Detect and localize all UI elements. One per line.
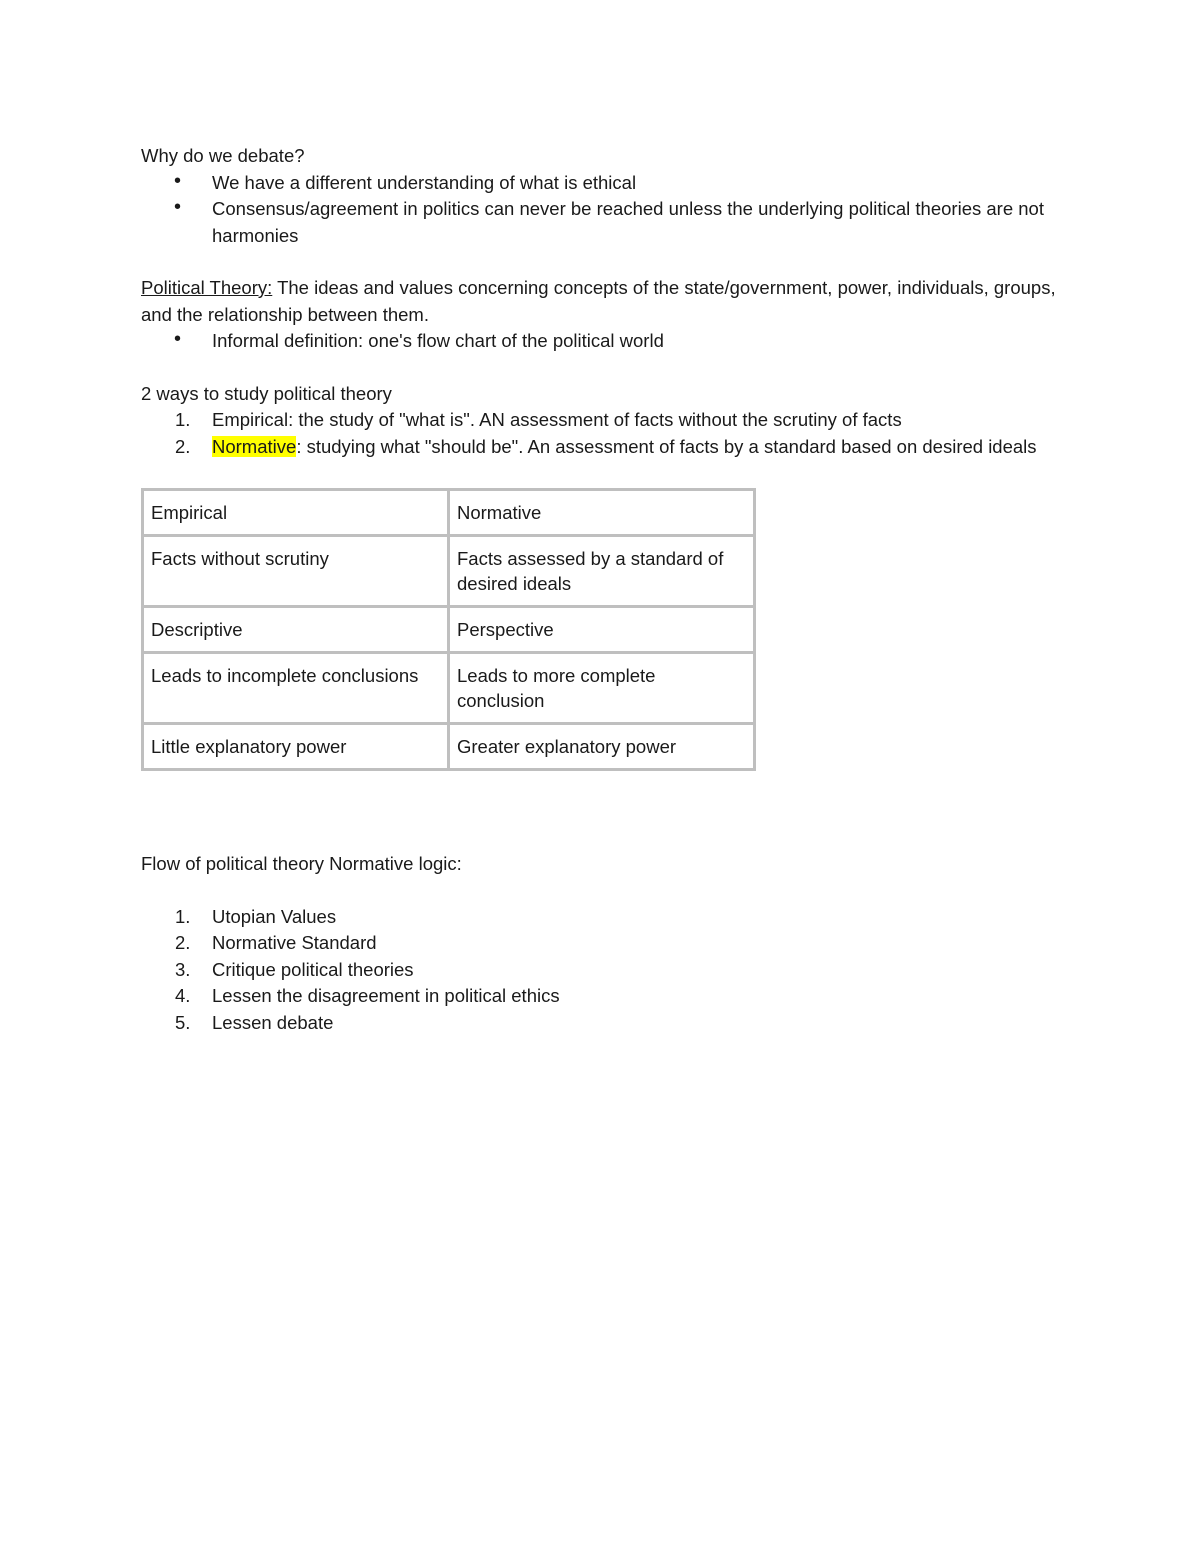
definition-list bbox=[141, 328, 1061, 355]
spacer bbox=[141, 355, 1061, 381]
list-item-text: We have a different understanding of what is ethical bbox=[212, 171, 637, 193]
definition-text: The ideas and values concerning concepts of the state/government, power, individuals, groups, and the relationship between them. bbox=[141, 277, 1056, 325]
spacer bbox=[141, 771, 1061, 851]
list-item bbox=[141, 434, 1061, 461]
list-item-text: : studying what "should be". An assessment of facts by a standard based on desired ideals bbox=[296, 435, 1037, 457]
table-cell: Facts without scrutiny bbox=[143, 536, 449, 607]
list-item-text: Consensus/agreement in politics can never be reached unless the underlying political theories are not harmonies bbox=[212, 198, 1044, 246]
table-cell: Empirical bbox=[143, 490, 449, 536]
list-number: 3. bbox=[175, 958, 191, 980]
political-theory-definition bbox=[141, 275, 1061, 328]
list-item bbox=[141, 983, 1061, 1010]
bullet-icon: • bbox=[174, 328, 182, 350]
table-row bbox=[143, 653, 755, 724]
table-row bbox=[143, 490, 755, 536]
list-item-text: Critique political theories bbox=[212, 958, 414, 980]
list-item bbox=[141, 957, 1061, 984]
heading-flow-normative-logic: Flow of political theory Normative logic: bbox=[141, 853, 462, 874]
list-item bbox=[141, 196, 1061, 249]
list-item bbox=[141, 328, 1061, 355]
ways-to-study-list bbox=[141, 407, 1061, 460]
bullet-icon: • bbox=[174, 169, 182, 192]
table-cell: Descriptive bbox=[143, 607, 449, 653]
list-item-text: Utopian Values bbox=[212, 905, 337, 927]
normative-logic-list bbox=[141, 904, 1061, 1037]
table-cell: Greater explanatory power bbox=[449, 724, 755, 770]
term-political-theory: Political Theory: bbox=[141, 277, 273, 298]
list-item bbox=[141, 904, 1061, 931]
list-number: 4. bbox=[175, 985, 191, 1006]
table-cell: Leads to more complete conclusion bbox=[449, 653, 755, 724]
table-row bbox=[143, 536, 755, 607]
list-number: 2. bbox=[175, 932, 191, 953]
highlighted-word: Normative bbox=[212, 435, 297, 457]
list-item bbox=[141, 170, 1061, 197]
list-item-text: Lessen debate bbox=[212, 1011, 334, 1033]
list-item-text: Normative Standard bbox=[212, 932, 377, 953]
document-content bbox=[141, 143, 1061, 1036]
list-item bbox=[141, 930, 1061, 957]
spacer bbox=[141, 249, 1061, 275]
heading-why-debate: Why do we debate? bbox=[141, 145, 305, 166]
bullet-icon: • bbox=[174, 196, 182, 218]
why-debate-list bbox=[141, 170, 1061, 250]
table-cell: Facts assessed by a standard of desired ideals bbox=[449, 536, 755, 607]
list-item-text: Empirical: the study of "what is". AN assessment of facts without the scrutiny of facts bbox=[212, 409, 902, 430]
list-item bbox=[141, 1010, 1061, 1037]
list-number: 2. bbox=[175, 435, 191, 457]
list-number: 1. bbox=[175, 409, 191, 430]
list-number: 5. bbox=[175, 1011, 191, 1033]
list-item bbox=[141, 407, 1061, 434]
comparison-table bbox=[141, 488, 756, 771]
table-cell: Leads to incomplete conclusions bbox=[143, 653, 449, 724]
table-cell: Perspective bbox=[449, 607, 755, 653]
table-cell: Little explanatory power bbox=[143, 724, 449, 770]
table-row bbox=[143, 724, 755, 770]
table-row bbox=[143, 607, 755, 653]
spacer bbox=[141, 878, 1061, 904]
list-item-text: Informal definition: one's flow chart of the political world bbox=[212, 330, 664, 351]
list-number: 1. bbox=[175, 905, 191, 927]
table-cell: Normative bbox=[449, 490, 755, 536]
heading-ways-to-study: 2 ways to study political theory bbox=[141, 382, 392, 404]
list-item-text: Lessen the disagreement in political ethics bbox=[212, 985, 560, 1006]
